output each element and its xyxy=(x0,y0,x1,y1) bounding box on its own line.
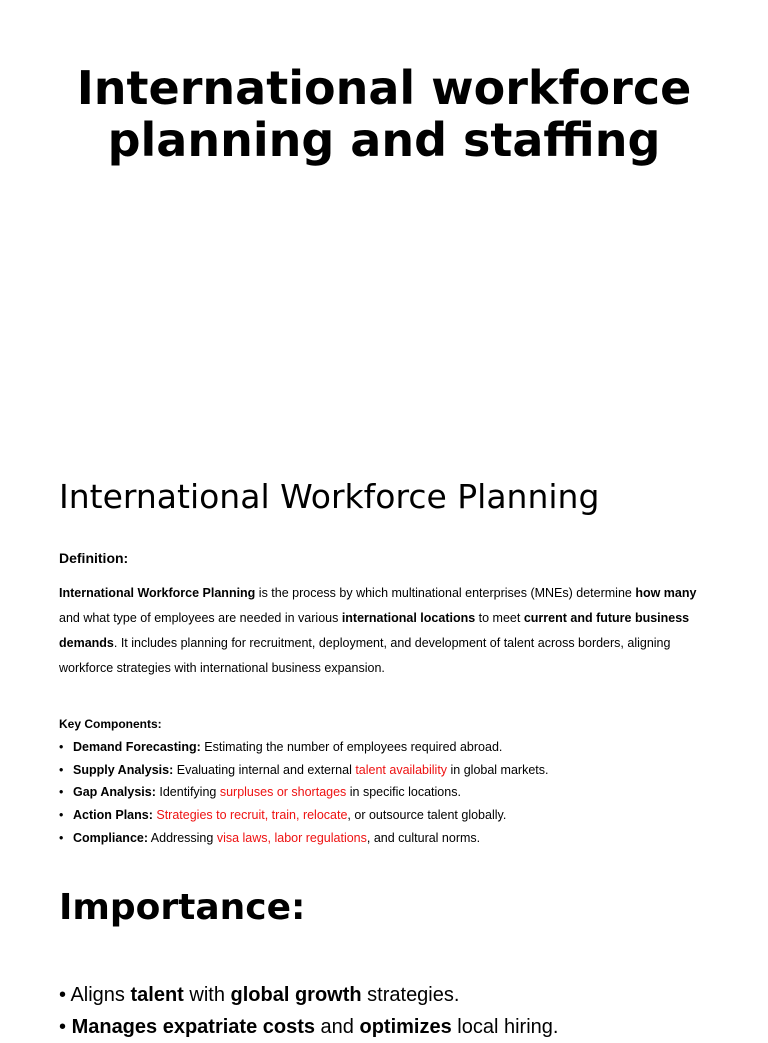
importance-text: strategies. xyxy=(361,984,460,1006)
importance-emphasis: optimizes xyxy=(359,1016,452,1038)
importance-text: • Aligns xyxy=(59,984,131,1006)
component-highlight: surpluses or shortages xyxy=(219,785,347,800)
importance-emphasis: Manages expatriate costs xyxy=(71,1016,315,1038)
component-text: Addressing xyxy=(148,830,217,845)
definition-emphasis: how many xyxy=(635,586,697,600)
list-item xyxy=(59,759,719,782)
list-item xyxy=(59,979,759,1011)
definition-term: International Workforce Planning xyxy=(59,586,256,600)
importance-text: and xyxy=(315,1016,360,1038)
section-heading: International Workforce Planning xyxy=(59,477,600,516)
importance-list xyxy=(59,979,759,1043)
definition-emphasis: international locations xyxy=(341,611,476,625)
component-label: Compliance: xyxy=(73,830,149,845)
key-components-label: Key Components: xyxy=(59,717,162,731)
definition-text: is the process by which multinational enterprises (MNEs) determine xyxy=(255,586,636,600)
component-label: Gap Analysis: xyxy=(73,785,156,800)
importance-text: with xyxy=(183,984,231,1006)
definition-text: to meet xyxy=(475,611,524,625)
list-item xyxy=(59,781,719,804)
component-highlight: talent availability xyxy=(355,762,448,777)
component-highlight: Strategies to recruit, train, relocate xyxy=(156,808,348,823)
component-label: Supply Analysis: xyxy=(73,762,174,777)
importance-text: • xyxy=(59,1016,72,1038)
definition-emphasis: current and future business demands xyxy=(59,611,690,650)
definition-text: . It includes planning for recruitment, deployment, and development of talent across borders, aligning workforce strategies with international business expansion. xyxy=(59,636,671,675)
importance-emphasis: global growth xyxy=(230,984,362,1006)
component-text: Evaluating internal and external xyxy=(173,762,356,777)
component-text: , or outsource talent globally. xyxy=(347,808,507,823)
list-item xyxy=(59,804,719,827)
component-label: Action Plans: xyxy=(73,808,153,823)
list-item xyxy=(59,1011,759,1043)
definition-label: Definition: xyxy=(59,550,129,566)
component-highlight: visa laws, labor regulations xyxy=(216,830,367,845)
component-label: Demand Forecasting: xyxy=(73,740,201,754)
list-item xyxy=(59,736,719,759)
definition-text: and what type of employees are needed in various xyxy=(59,611,342,625)
key-components-list xyxy=(59,736,719,850)
importance-heading: Importance: xyxy=(59,887,306,928)
component-text: in global markets. xyxy=(447,762,549,777)
slide-title: International workforce planning and staffing xyxy=(76,61,692,167)
importance-text: local hiring. xyxy=(451,1016,559,1038)
definition-paragraph xyxy=(59,581,719,681)
component-text: , and cultural norms. xyxy=(366,830,481,845)
importance-emphasis: talent xyxy=(130,984,184,1006)
list-item xyxy=(59,827,719,850)
component-text: Estimating the number of employees required abroad. xyxy=(200,740,503,754)
component-text: in specific locations. xyxy=(346,785,461,800)
component-text: Identifying xyxy=(155,785,220,800)
